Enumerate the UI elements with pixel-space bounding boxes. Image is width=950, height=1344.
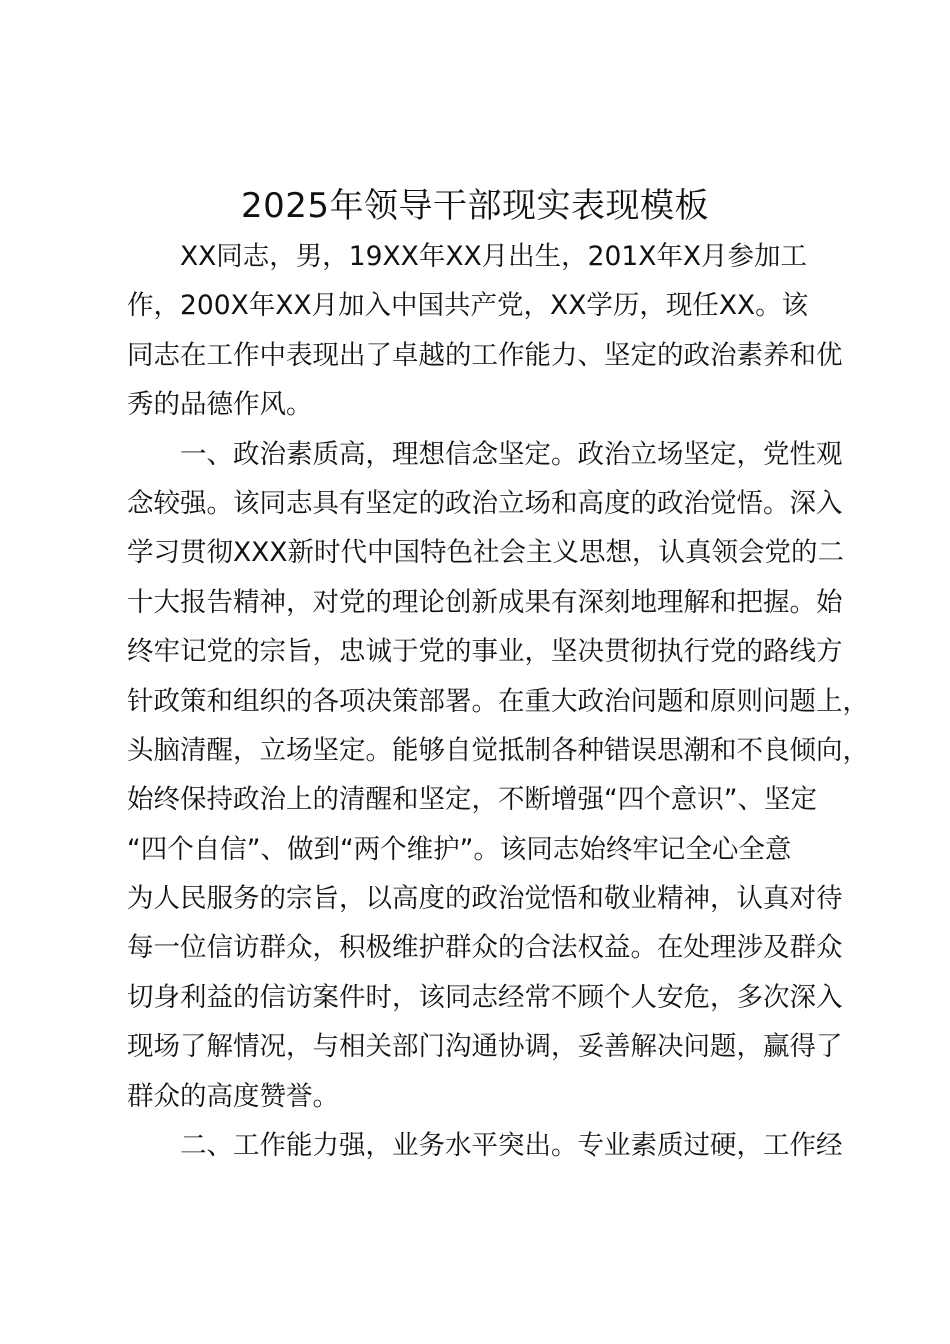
text-line: 针政策和组织的各项决策部署。在重大政治问题和原则问题上， xyxy=(127,685,869,717)
text-line: 切身利益的信访案件时，该同志经常不顾个人安危，多次深入 xyxy=(127,981,843,1013)
paragraph-political-quality xyxy=(127,430,867,1121)
text-line: 群众的高度赞誉。 xyxy=(127,1080,339,1112)
text-line: 念较强。该同志具有坚定的政治立场和高度的政治觉悟。深入 xyxy=(127,487,843,519)
text-line: XX同志，男，19XX年XX月出生，201X年X月参加工 xyxy=(180,241,808,272)
paragraph-work-ability xyxy=(127,1121,867,1170)
text-line: 十大报告精神，对党的理论创新成果有深刻地理解和把握。始 xyxy=(127,586,843,618)
text-line: 秀的品德作风。 xyxy=(127,389,313,421)
document-body xyxy=(127,232,867,1170)
text-line: 现场了解情况，与相关部门沟通协调，妥善解决问题，赢得了 xyxy=(127,1031,843,1063)
text-line: 同志在工作中表现出了卓越的工作能力、坚定的政治素养和优 xyxy=(127,339,843,371)
text-line: 一、政治素质高，理想信念坚定。政治立场坚定，党性观 xyxy=(180,438,843,470)
text-line: 学习贯彻XXX新时代中国特色社会主义思想，认真领会党的二 xyxy=(127,537,844,569)
paragraph-personal-info xyxy=(127,232,867,430)
text-line: 为人民服务的宗旨，以高度的政治觉悟和敬业精神，认真对待 xyxy=(127,883,843,915)
text-line: 二、工作能力强，业务水平突出。专业素质过硬，工作经 xyxy=(180,1130,843,1162)
text-line: 头脑清醒，立场坚定。能够自觉抵制各种错误思潮和不良倾向， xyxy=(127,734,869,766)
text-line: “四个自信”、做到“两个维护”。该同志始终牢记全心全意 xyxy=(127,833,792,865)
document-title: 2025年领导干部现实表现模板 xyxy=(240,186,710,226)
text-line: 作，200X年XX月加入中国共产党，XX学历，现任XX。该 xyxy=(127,290,809,322)
text-line: 始终保持政治上的清醒和坚定，不断增强“四个意识”、坚定 xyxy=(127,784,817,816)
text-line: 终牢记党的宗旨，忠诚于党的事业，坚决贯彻执行党的路线方 xyxy=(127,636,843,668)
text-line: 每一位信访群众，积极维护群众的合法权益。在处理涉及群众 xyxy=(127,932,843,964)
